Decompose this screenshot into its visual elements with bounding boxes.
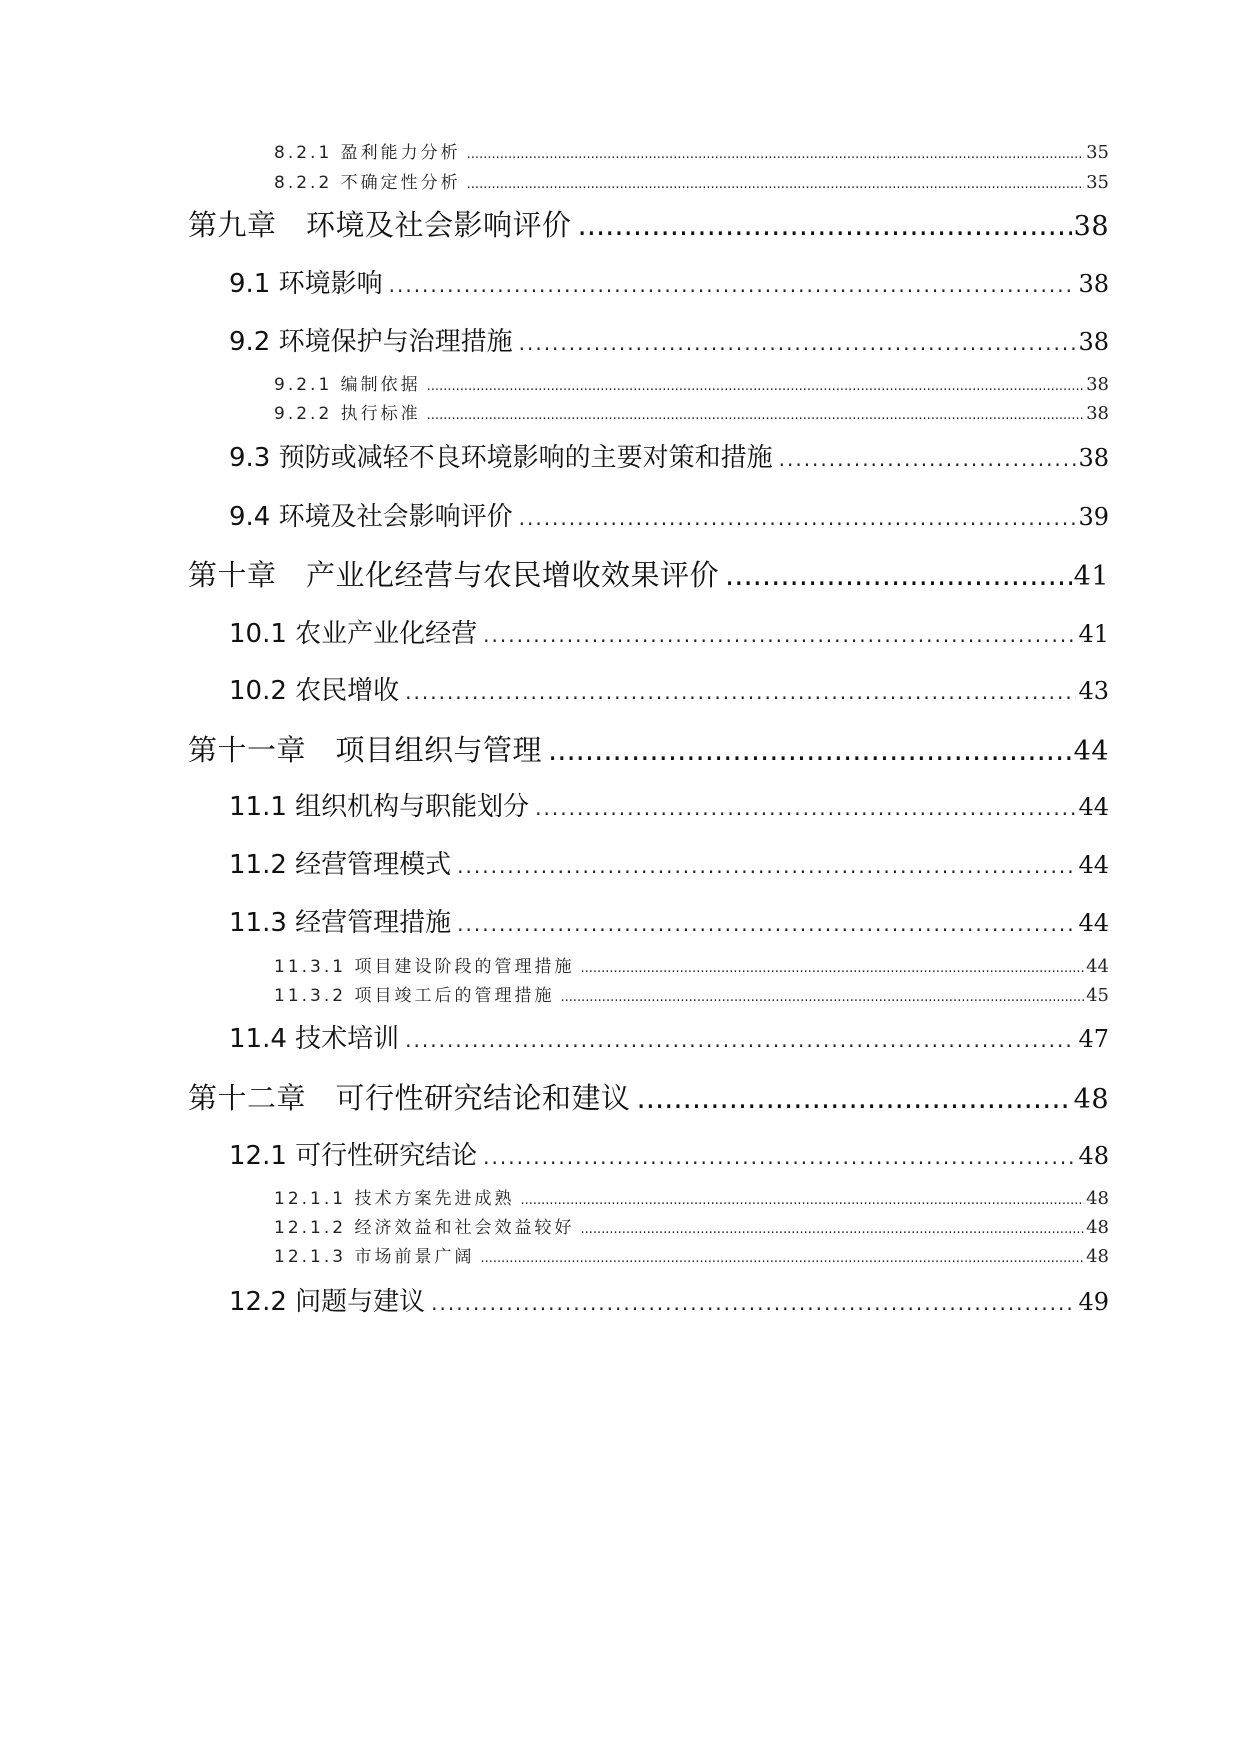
dot-leader <box>427 379 1084 394</box>
toc-subsection-entry[interactable] <box>274 370 1109 395</box>
toc-entry-title: 12.1.1 技术方案先进成熟 <box>274 1189 515 1209</box>
toc-page-number: 43 <box>1078 677 1109 705</box>
toc-page-number: 38 <box>1078 444 1109 472</box>
toc-entry-title: 11.3.1 项目建设阶段的管理措施 <box>274 957 575 977</box>
toc-page-number: 44 <box>1078 851 1109 879</box>
dot-leader <box>483 1145 1076 1169</box>
dot-leader <box>480 1251 1084 1266</box>
toc-subsection-entry[interactable] <box>274 138 1109 163</box>
toc-subsection-entry[interactable] <box>274 1242 1109 1267</box>
toc-section-entry[interactable] <box>229 263 1109 300</box>
toc-section-entry[interactable] <box>229 613 1109 650</box>
toc-entry-title: 12.1.2 经济效益和社会效益较好 <box>274 1218 575 1238</box>
toc-entry-title: 第九章 环境及社会影响评价 <box>188 208 572 242</box>
dot-leader <box>467 177 1084 192</box>
toc-section-entry[interactable] <box>229 844 1109 881</box>
toc-page-number: 39 <box>1078 503 1109 531</box>
dot-leader <box>389 273 1077 297</box>
toc-entry-title: 12.1.3 市场前景广阔 <box>274 1247 475 1267</box>
dot-leader <box>405 680 1076 704</box>
toc-page-number: 35 <box>1086 142 1109 163</box>
dot-leader <box>580 961 1084 976</box>
toc-section-entry[interactable] <box>229 321 1109 358</box>
toc-entry-title: 第十二章 可行性研究结论和建议 <box>188 1081 631 1115</box>
toc-page-number: 45 <box>1086 985 1109 1006</box>
dot-leader <box>427 408 1084 423</box>
toc-chapter-entry[interactable] <box>188 553 1109 594</box>
toc-subsection-entry[interactable] <box>274 1184 1109 1209</box>
toc-section-entry[interactable] <box>229 496 1109 533</box>
dot-leader <box>535 796 1076 820</box>
dot-leader <box>779 447 1077 471</box>
dot-leader <box>560 990 1084 1005</box>
dot-leader <box>457 912 1076 936</box>
toc-page-number: 44 <box>1078 909 1109 937</box>
toc-entry-title: 11.4 技术培训 <box>229 1024 400 1054</box>
dot-leader <box>548 733 1072 767</box>
toc-subsection-entry[interactable] <box>274 981 1109 1006</box>
toc-entry-title: 9.3 预防或减轻不良环境影响的主要对策和措施 <box>229 443 773 473</box>
toc-section-entry[interactable] <box>229 902 1109 939</box>
dot-leader <box>519 506 1077 530</box>
dot-leader <box>431 1291 1076 1315</box>
toc-entry-title: 9.2 环境保护与治理措施 <box>229 327 513 357</box>
toc-page-number: 38 <box>1073 211 1109 242</box>
toc-entry-title: 8.2.2 不确定性分析 <box>274 173 461 193</box>
toc-page-number: 48 <box>1078 1142 1109 1170</box>
dot-leader <box>725 558 1072 592</box>
toc-page-number: 38 <box>1078 270 1109 298</box>
toc-entry-title: 9.2.1 编制依据 <box>274 375 421 395</box>
toc-entry-title: 9.2.2 执行标准 <box>274 404 421 424</box>
toc-page-number: 44 <box>1073 736 1109 767</box>
toc-section-entry[interactable] <box>229 437 1109 474</box>
toc-subsection-entry[interactable] <box>274 1213 1109 1238</box>
toc-page-number: 48 <box>1073 1084 1109 1115</box>
toc-page-number: 48 <box>1086 1217 1109 1238</box>
dot-leader <box>457 854 1076 878</box>
toc-entry-title: 第十章 产业化经营与农民增收效果评价 <box>188 558 720 592</box>
toc-entry-title: 11.1 组织机构与职能划分 <box>229 792 530 822</box>
toc-entry-title: 11.3 经营管理措施 <box>229 908 452 938</box>
toc-section-entry[interactable] <box>229 1135 1109 1172</box>
toc-page-number: 48 <box>1086 1246 1109 1267</box>
toc-page-number: 48 <box>1086 1188 1109 1209</box>
toc-entry-title: 11.3.2 项目竣工后的管理措施 <box>274 986 555 1006</box>
toc-page-number: 38 <box>1086 374 1109 395</box>
toc-subsection-entry[interactable] <box>274 952 1109 977</box>
toc-section-entry[interactable] <box>229 786 1109 823</box>
toc-page-number: 47 <box>1078 1025 1109 1053</box>
toc-entry-title: 11.2 经营管理模式 <box>229 850 452 880</box>
dot-leader <box>483 623 1076 647</box>
toc-entry-title: 12.2 问题与建议 <box>229 1287 426 1317</box>
toc-entry-title: 9.1 环境影响 <box>229 269 383 299</box>
toc-page-number: 38 <box>1086 403 1109 424</box>
toc-entry-title: 8.2.1 盈利能力分析 <box>274 143 461 163</box>
toc-section-entry[interactable] <box>229 1281 1109 1318</box>
toc-entry-title: 10.2 农民增收 <box>229 676 400 706</box>
toc-page-number: 41 <box>1073 561 1109 592</box>
dot-leader <box>467 147 1084 162</box>
toc-page-number: 44 <box>1086 956 1109 977</box>
toc-entry-title: 9.4 环境及社会影响评价 <box>229 502 513 532</box>
toc-page-number: 38 <box>1078 328 1109 356</box>
toc-page-number: 41 <box>1078 620 1109 648</box>
dot-leader <box>519 331 1077 355</box>
toc-chapter-entry[interactable] <box>188 203 1109 244</box>
toc-page-number: 49 <box>1078 1288 1109 1316</box>
toc-page-number: 35 <box>1086 172 1109 193</box>
toc-entry-title: 10.1 农业产业化经营 <box>229 619 478 649</box>
toc-subsection-entry[interactable] <box>274 399 1109 424</box>
toc-section-entry[interactable] <box>229 670 1109 707</box>
toc-section-entry[interactable] <box>229 1018 1109 1055</box>
toc-subsection-entry[interactable] <box>274 168 1109 193</box>
toc-chapter-entry[interactable] <box>188 728 1109 769</box>
toc-chapter-entry[interactable] <box>188 1076 1109 1117</box>
dot-leader <box>580 1222 1084 1237</box>
toc-entry-title: 第十一章 项目组织与管理 <box>188 733 543 767</box>
dot-leader <box>637 1081 1072 1115</box>
dot-leader <box>405 1028 1076 1052</box>
dot-leader <box>520 1193 1084 1208</box>
dot-leader <box>578 208 1072 242</box>
toc-entry-title: 12.1 可行性研究结论 <box>229 1141 478 1171</box>
toc-page-number: 44 <box>1078 793 1109 821</box>
